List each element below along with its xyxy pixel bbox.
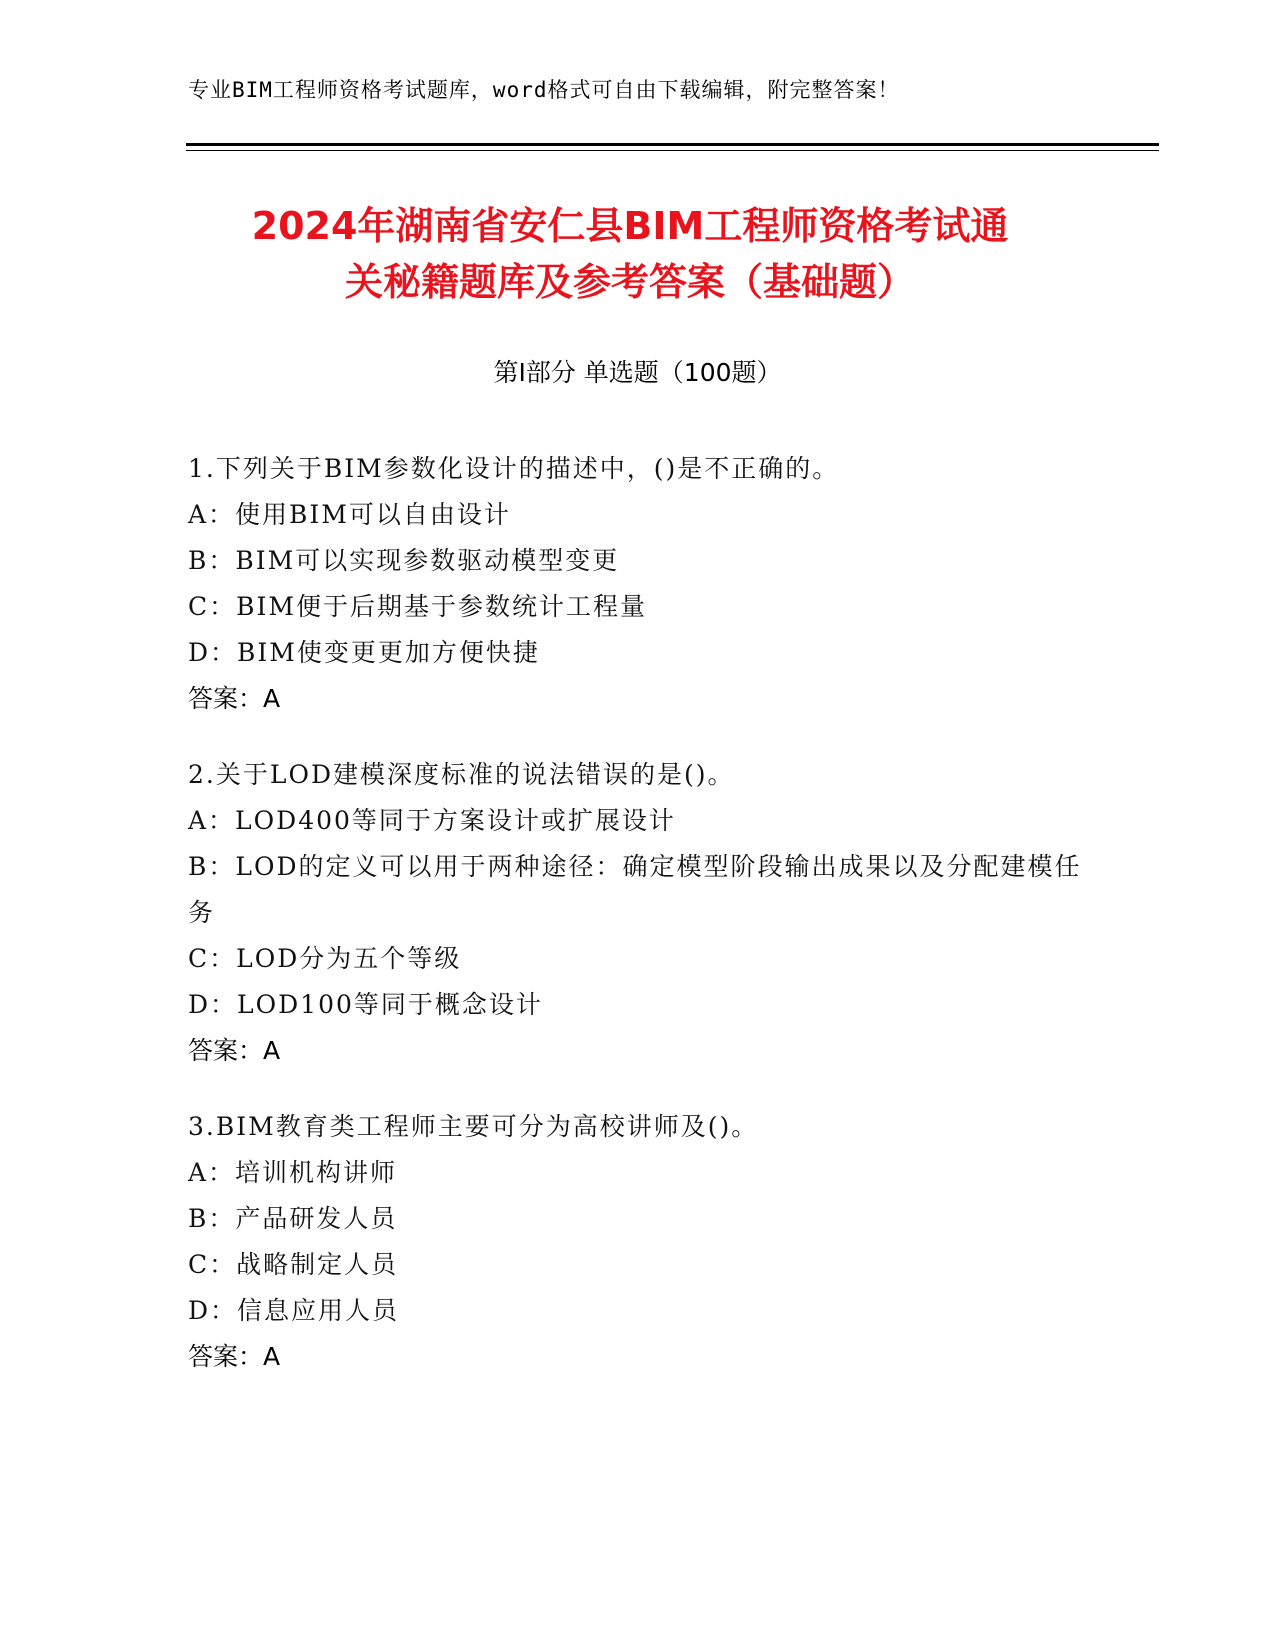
answer: 答案：A	[188, 1036, 281, 1065]
option-c: C：LOD分为五个等级	[188, 944, 462, 973]
question-3	[188, 1104, 1088, 1380]
header-rule-thick	[186, 143, 1159, 146]
section-heading: 第I部分 单选题（100题）	[493, 358, 782, 387]
question-stem: 3.BIM教育类工程师主要可分为高校讲师及()。	[188, 1112, 759, 1141]
header-rule-thin	[186, 150, 1159, 151]
document-title	[170, 198, 1090, 310]
answer: 答案：A	[188, 684, 281, 713]
option-a: A：LOD400等同于方案设计或扩展设计	[188, 806, 676, 835]
option-b: B：产品研发人员	[188, 1204, 398, 1233]
option-d: D：信息应用人员	[188, 1296, 400, 1325]
option-c: C：BIM便于后期基于参数统计工程量	[188, 592, 647, 621]
option-d: D：BIM使变更更加方便快捷	[188, 638, 540, 667]
option-a: A：使用BIM可以自由设计	[188, 500, 511, 529]
question-list	[188, 446, 1088, 1410]
question-stem: 1.下列关于BIM参数化设计的描述中，()是不正确的。	[188, 454, 840, 483]
question-1	[188, 446, 1088, 722]
header-note: 专业BIM工程师资格考试题库，word格式可自由下载编辑，附完整答案！	[188, 78, 900, 102]
option-a: A：培训机构讲师	[188, 1158, 398, 1187]
question-stem: 2.关于LOD建模深度标准的说法错误的是()。	[188, 760, 735, 789]
title-line-2: 关秘籍题库及参考答案（基础题）	[344, 260, 915, 304]
option-b: B：LOD的定义可以用于两种途径：确定模型阶段输出成果以及分配建模任务	[188, 852, 1082, 927]
question-2	[188, 752, 1088, 1074]
option-d: D：LOD100等同于概念设计	[188, 990, 543, 1019]
option-c: C：战略制定人员	[188, 1250, 399, 1279]
option-b: B：BIM可以实现参数驱动模型变更	[188, 546, 620, 575]
answer: 答案：A	[188, 1342, 281, 1371]
title-line-1: 2024年湖南省安仁县BIM工程师资格考试通	[251, 204, 1009, 248]
